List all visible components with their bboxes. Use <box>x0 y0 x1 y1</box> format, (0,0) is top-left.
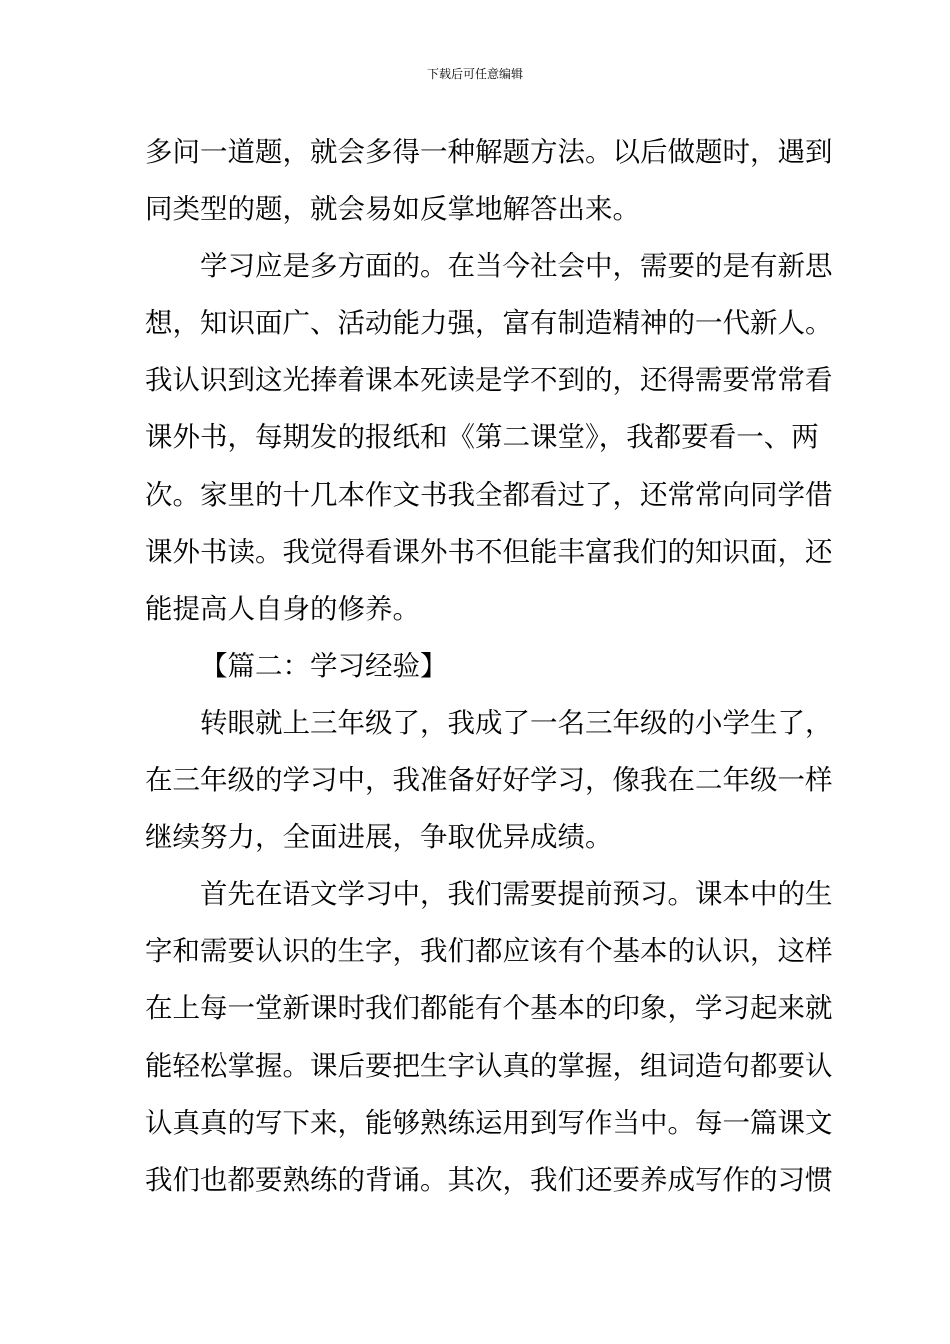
text-line: 在上每一堂新课时我们都能有个基本的印象，学习起来就 <box>145 992 833 1025</box>
text-line: 我认识到这光捧着课本死读是学不到的，还得需要常常看 <box>145 364 833 397</box>
document-body <box>145 124 833 1209</box>
paragraph-start-line: 学习应是多方面的。在当今社会中，需要的是有新思 <box>200 250 833 283</box>
text-line: 多问一道题，就会多得一种解题方法。以后做题时，遇到 <box>145 136 833 168</box>
paragraph-start-line: 转眼就上三年级了，我成了一名三年级的小学生了， <box>200 706 833 739</box>
text-line: 在三年级的学习中，我准备好好学习，像我在二年级一样 <box>145 764 833 797</box>
text-line: 字和需要认识的生字，我们都应该有个基本的认识，这样 <box>145 935 833 968</box>
text-line: 次。家里的十几本作文书我全都看过了，还常常向同学借 <box>145 478 833 511</box>
text-line: 能轻松掌握。课后要把生字认真的掌握，组词造句都要认 <box>145 1049 833 1082</box>
text-line: 想，知识面广、活动能力强，富有制造精神的一代新人。 <box>145 307 833 340</box>
text-line: 同类型的题，就会易如反掌地解答出来。 <box>145 193 640 226</box>
text-line: 课外书，每期发的报纸和《第二课堂》，我都要看一、两 <box>145 421 819 454</box>
text-line: 课外书读。我觉得看课外书不但能丰富我们的知识面，还 <box>145 535 833 568</box>
page-header: 下载后可任意编辑 <box>426 67 523 81</box>
text-line: 我们也都要熟练的背诵。其次，我们还要养成写作的习惯 <box>145 1163 833 1196</box>
text-line: 继续努力，全面进展，争取优异成绩。 <box>145 821 613 854</box>
paragraph-start-line: 首先在语文学习中，我们需要提前预习。课本中的生 <box>200 878 833 911</box>
text-line: 认真真的写下来，能够熟练运用到写作当中。每一篇课文 <box>145 1106 833 1139</box>
section-heading: 【篇二：学习经验】 <box>200 649 448 682</box>
text-line: 能提高人自身的修养。 <box>145 592 420 625</box>
